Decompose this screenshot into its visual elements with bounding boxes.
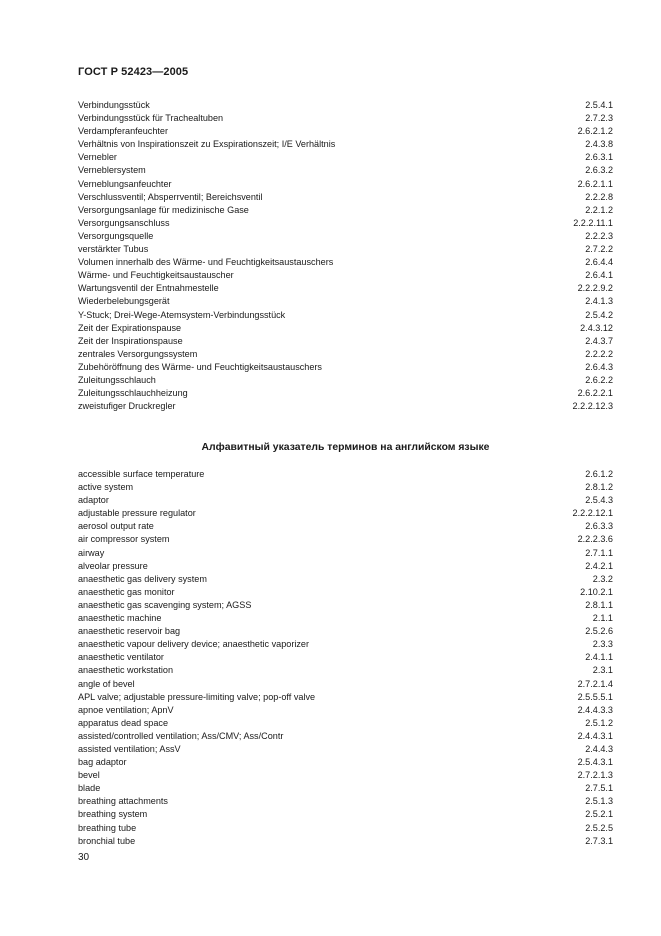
index-entry xyxy=(78,361,613,374)
section-reference: 2.4.3.7 xyxy=(585,335,613,346)
index-term: Zubehöröffnung des Wärme- und Feuchtigkeitsaustauschers xyxy=(78,361,322,372)
index-term: Zeit der Inspirationspause xyxy=(78,335,183,346)
index-term: anaesthetic gas scavenging system; AGSS xyxy=(78,599,252,610)
index-term: air compressor system xyxy=(78,534,170,545)
index-term: breathing system xyxy=(78,809,148,820)
index-term: Versorgungsanschluss xyxy=(78,217,170,228)
index-entry xyxy=(78,138,613,151)
index-term: anaesthetic ventilator xyxy=(78,652,164,663)
section-reference: 2.2.2.8 xyxy=(585,191,613,202)
section-reference: 2.4.3.8 xyxy=(585,139,613,150)
section-reference: 2.5.2.6 xyxy=(585,626,613,637)
index-term: active system xyxy=(78,482,134,493)
index-entry xyxy=(78,468,613,481)
section-reference: 2.2.2.3 xyxy=(585,230,613,241)
index-entry xyxy=(78,586,613,599)
section-reference: 2.10.2.1 xyxy=(580,586,613,597)
index-entry xyxy=(78,717,613,730)
index-entry xyxy=(78,112,613,125)
section-reference: 2.5.2.1 xyxy=(585,809,613,820)
index-entry xyxy=(78,835,613,848)
index-entry xyxy=(78,795,613,808)
index-term: Y-Stuck; Drei-Wege-Atemsystem-Verbindungsstück xyxy=(78,309,286,320)
section-reference: 2.7.2.1.4 xyxy=(577,678,613,689)
index-term: apnoe ventilation; ApnV xyxy=(78,704,174,715)
index-term: bronchial tube xyxy=(78,835,136,846)
index-term: zweistufiger Druckregler xyxy=(78,401,176,412)
section-reference: 2.2.2.12.3 xyxy=(572,401,613,412)
index-term: Zuleitungsschlauchheizung xyxy=(78,388,188,399)
section-reference: 2.5.1.2 xyxy=(585,717,613,728)
index-term: Verneblersystem xyxy=(78,165,146,176)
index-term: accessible surface temperature xyxy=(78,469,205,479)
section-reference: 2.6.4.3 xyxy=(585,361,613,372)
section-reference: 2.2.2.12.1 xyxy=(572,508,613,519)
index-term: Wartungsventil der Entnahmestelle xyxy=(78,283,219,294)
index-entry xyxy=(78,322,613,335)
section-reference: 2.7.2.2 xyxy=(585,244,613,255)
section-reference: 2.6.2.1.1 xyxy=(577,178,613,189)
index-entry xyxy=(78,269,613,282)
index-entry xyxy=(78,494,613,507)
section-reference: 2.8.1.1 xyxy=(585,599,613,610)
index-entry xyxy=(78,204,613,217)
index-entry xyxy=(78,612,613,625)
section-reference: 2.6.2.2 xyxy=(585,374,613,385)
english-index-title: Алфавитный указатель терминов на английском языке xyxy=(201,442,490,453)
index-term: APL valve; adjustable pressure-limiting valve; pop-off valve xyxy=(78,691,316,702)
index-term: anaesthetic workstation xyxy=(78,665,174,676)
section-reference: 2.7.5.1 xyxy=(585,783,613,794)
index-term: Verbindungsstück xyxy=(78,100,150,110)
index-entry xyxy=(78,822,613,835)
section-reference: 2.7.2.1.3 xyxy=(577,770,613,781)
index-term: blade xyxy=(78,783,101,794)
index-term: aerosol output rate xyxy=(78,521,154,532)
index-entry xyxy=(78,599,613,612)
index-entry xyxy=(78,164,613,177)
index-term: Versorgungsanlage für medizinische Gase xyxy=(78,204,249,215)
page-number: 30 xyxy=(78,852,90,863)
index-term: adaptor xyxy=(78,495,109,506)
index-entry xyxy=(78,651,613,664)
section-reference: 2.6.3.2 xyxy=(585,165,613,176)
index-entry xyxy=(78,808,613,821)
section-reference: 2.2.2.3.6 xyxy=(577,534,613,545)
index-entry xyxy=(78,730,613,743)
section-reference: 2.6.1.2 xyxy=(585,469,613,479)
index-entry xyxy=(78,560,613,573)
index-term: adjustable pressure regulator xyxy=(78,508,196,519)
section-reference: 2.4.4.3 xyxy=(585,743,613,754)
index-entry xyxy=(78,547,613,560)
index-term: anaesthetic machine xyxy=(78,613,162,624)
index-entry xyxy=(78,704,613,717)
section-reference: 2.3.1 xyxy=(592,665,613,676)
index-entry xyxy=(78,533,613,546)
index-entry xyxy=(78,125,613,138)
index-term: breathing attachments xyxy=(78,796,168,807)
index-entry xyxy=(78,309,613,322)
section-reference: 2.6.3.1 xyxy=(585,152,613,163)
index-term: Versorgungsquelle xyxy=(78,230,154,241)
section-reference: 2.4.2.1 xyxy=(585,560,613,571)
section-reference: 2.5.4.3.1 xyxy=(577,757,613,768)
index-term: Zuleitungsschlauch xyxy=(78,374,156,385)
english-term-index xyxy=(78,468,613,848)
index-term: anaesthetic gas monitor xyxy=(78,586,175,597)
index-entry xyxy=(78,520,613,533)
section-reference: 2.1.1 xyxy=(592,613,613,624)
index-term: anaesthetic vapour delivery device; anaesthetic vaporizer xyxy=(78,639,310,650)
index-entry xyxy=(78,743,613,756)
section-reference: 2.4.3.12 xyxy=(580,322,613,333)
index-entry xyxy=(78,573,613,586)
index-term: airway xyxy=(78,547,105,558)
index-entry xyxy=(78,348,613,361)
section-reference: 2.7.3.1 xyxy=(585,835,613,846)
index-entry xyxy=(78,756,613,769)
index-entry xyxy=(78,151,613,164)
index-entry xyxy=(78,769,613,782)
index-term: Zeit der Expirationspause xyxy=(78,322,182,333)
section-reference: 2.5.1.3 xyxy=(585,796,613,807)
index-term: zentrales Versorgungssystem xyxy=(78,348,198,359)
index-entry xyxy=(78,335,613,348)
index-entry xyxy=(78,295,613,308)
section-reference: 2.6.3.3 xyxy=(585,521,613,532)
index-term: bevel xyxy=(78,770,100,781)
index-term: Wärme- und Feuchtigkeitsaustauscher xyxy=(78,270,234,281)
index-entry xyxy=(78,625,613,638)
index-entry xyxy=(78,191,613,204)
index-entry xyxy=(78,664,613,677)
index-term: Verhältnis von Inspirationszeit zu Exspirationszeit; I/E Verhältnis xyxy=(78,139,336,150)
index-entry xyxy=(78,691,613,704)
index-entry xyxy=(78,481,613,494)
index-term: anaesthetic gas delivery system xyxy=(78,573,207,584)
index-entry xyxy=(78,638,613,651)
index-entry xyxy=(78,230,613,243)
index-entry xyxy=(78,217,613,230)
section-reference: 2.3.3 xyxy=(592,639,613,650)
index-term: Vernebler xyxy=(78,152,117,163)
section-reference: 2.5.2.5 xyxy=(585,822,613,833)
section-reference: 2.2.2.11.1 xyxy=(573,217,613,228)
section-reference: 2.2.1.2 xyxy=(585,204,613,215)
index-term: Volumen innerhalb des Wärme- und Feuchtigkeitsaustauschers xyxy=(78,257,334,268)
section-reference: 2.5.4.2 xyxy=(585,309,613,320)
index-entry xyxy=(78,678,613,691)
section-reference: 2.2.2.2 xyxy=(585,348,613,359)
index-term: anaesthetic reservoir bag xyxy=(78,626,181,637)
index-term: verstärkter Tubus xyxy=(78,244,149,255)
section-reference: 2.6.2.2.1 xyxy=(577,388,613,399)
index-term: Verdampferanfeuchter xyxy=(78,126,168,137)
index-term: Verschlussventil; Absperrventil; Bereichsventil xyxy=(78,191,263,202)
document-header: ГОСТ Р 52423—2005 xyxy=(78,66,189,78)
section-reference: 2.8.1.2 xyxy=(585,482,613,493)
index-term: bag adaptor xyxy=(78,757,127,768)
index-term: apparatus dead space xyxy=(78,717,168,728)
index-entry xyxy=(78,243,613,256)
section-reference: 2.6.2.1.2 xyxy=(577,126,613,137)
section-reference: 2.2.2.9.2 xyxy=(577,283,613,294)
section-reference: 2.5.4.1 xyxy=(585,100,613,110)
section-reference: 2.4.1.3 xyxy=(585,296,613,307)
index-entry xyxy=(78,374,613,387)
index-entry xyxy=(78,256,613,269)
index-entry xyxy=(78,782,613,795)
section-reference: 2.4.1.1 xyxy=(585,652,613,663)
index-entry xyxy=(78,282,613,295)
section-reference: 2.7.2.3 xyxy=(585,113,613,124)
section-reference: 2.6.4.4 xyxy=(585,257,613,268)
index-term: alveolar pressure xyxy=(78,560,148,571)
index-term: Verneblungsanfeuchter xyxy=(78,178,172,189)
section-reference: 2.3.2 xyxy=(592,573,613,584)
section-reference: 2.6.4.1 xyxy=(585,270,613,281)
index-entry xyxy=(78,99,613,112)
section-reference: 2.4.4.3.1 xyxy=(577,730,613,741)
section-reference: 2.7.1.1 xyxy=(585,547,613,558)
section-reference: 2.4.4.3.3 xyxy=(577,704,613,715)
index-term: assisted/controlled ventilation; Ass/CMV; Ass/Contr xyxy=(78,730,284,741)
index-term: Wiederbelebungsgerät xyxy=(78,296,170,307)
index-term: breathing tube xyxy=(78,822,137,833)
index-entry xyxy=(78,178,613,191)
index-term: assisted ventilation; AssV xyxy=(78,743,181,754)
index-entry xyxy=(78,400,613,413)
index-entry xyxy=(78,507,613,520)
index-term: angle of bevel xyxy=(78,678,135,689)
index-entry xyxy=(78,387,613,400)
section-reference: 2.5.4.3 xyxy=(585,495,613,506)
index-term: Verbindungsstück für Trachealtuben xyxy=(78,113,224,124)
german-term-index xyxy=(78,99,613,413)
section-reference: 2.5.5.5.1 xyxy=(577,691,613,702)
